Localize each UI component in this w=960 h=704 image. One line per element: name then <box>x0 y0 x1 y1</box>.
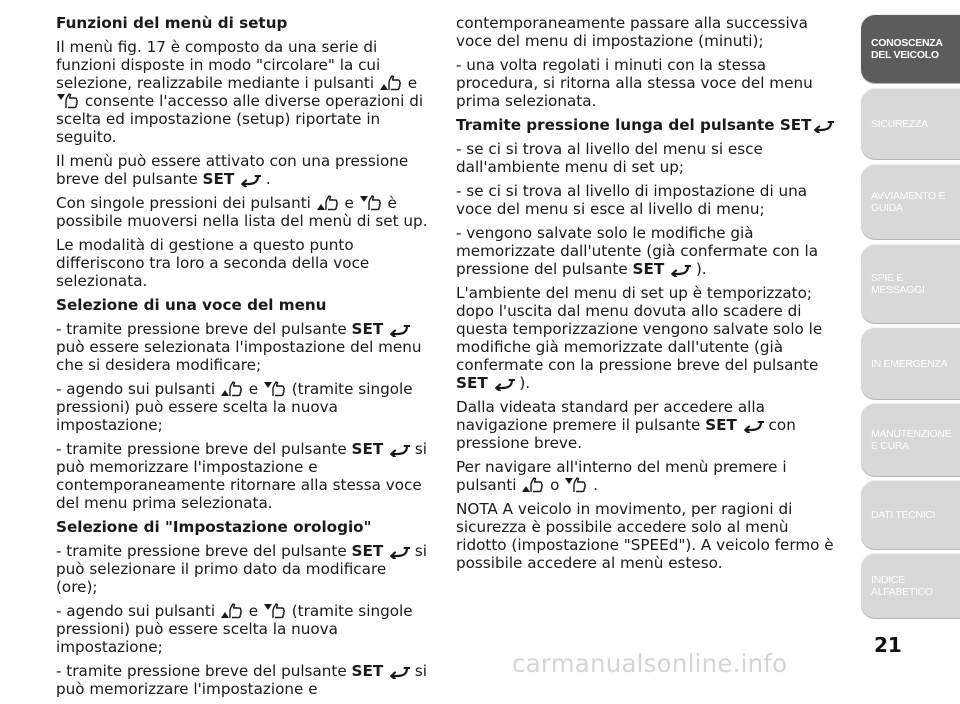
tab-avviamento-e-guida[interactable]: AVVIAMENTO E GUIDA <box>861 164 960 240</box>
heading-long-press: Tramite pressione lunga del pulsante SET <box>456 116 840 134</box>
left-column <box>56 14 428 704</box>
paragraph-menu-activation: Il menù può essere attivato con una pressione breve del pulsante SET . <box>56 152 409 188</box>
tab-conoscenza-del-veicolo[interactable]: CONOSCENZA DEL VEICOLO <box>861 14 960 84</box>
tab-indice-alfabetico[interactable]: INDICE ALFABETICO <box>861 553 960 619</box>
paragraph-timeout: L'ambiente del menu di set up è temporizzato; dopo l'uscita dal menu dovuta allo scadere di questa temporizzazione vengono salvate solo le modifiche già memorizzate dall'utente (già confermate con la pressione breve del pulsante SET ). <box>456 284 823 392</box>
set-label: SET <box>456 374 488 392</box>
set-label: SET <box>351 542 384 560</box>
paragraph-note: NOTA A veicolo in movimento, per ragioni di sicurezza è possibile accedere solo al menù ridotto (impostazione "SPEEd"). A veicolo fermo è possibile accedere al menù esteso. <box>456 500 834 572</box>
heading-setup-functions: Funzioni del menù di setup <box>56 14 288 32</box>
up-arrow-hand-icon <box>220 603 244 619</box>
down-arrow-hand-icon <box>263 381 287 397</box>
down-arrow-hand-icon <box>56 93 80 109</box>
paragraph-standard-view: Dalla videata standard per accedere alla navigazione premere il pulsante SET con pressione breve. <box>456 398 796 452</box>
paragraph-selection-step-1: - tramite pressione breve del pulsante SET può essere selezionata l'impostazione del menu che si desidera modificare; <box>56 320 422 374</box>
paragraph-selection-step-3: - tramite pressione breve del pulsante SET si può memorizzare l'impostazione e contemporaneamente ritornare alla stessa voce del menu prima selezionata. <box>56 440 428 512</box>
return-arrow-icon <box>493 377 515 391</box>
down-arrow-hand-icon <box>564 477 588 493</box>
paragraph-menu-navigation: Con singole pressioni dei pulsanti e è possibile muoversi nella lista del menù di set up. <box>56 194 428 230</box>
set-label: SET <box>351 440 384 458</box>
heading-clock-setting: Selezione di "Impostazione orologio" <box>56 518 372 536</box>
paragraph-clock-step-2: - agendo sui pulsanti e (tramite singole pressioni) può essere scelta la nuova impostazione; <box>56 602 413 656</box>
heading-menu-item-selection: Selezione di una voce del menu <box>56 296 327 314</box>
paragraph-navigate-menu: Per navigare all'interno del menù premere i pulsanti o . <box>456 458 787 494</box>
return-arrow-icon <box>388 665 410 679</box>
paragraph-long-press-3: - vengono salvate solo le modifiche già memorizzate dall'utente (già confermate con la pressione del pulsante SET ). <box>456 224 819 278</box>
set-label: SET <box>351 320 384 338</box>
up-arrow-hand-icon <box>316 195 340 211</box>
right-column <box>456 14 840 578</box>
tab-sicurezza[interactable]: SICUREZZA <box>861 88 960 160</box>
return-arrow-icon <box>742 419 764 433</box>
paragraph-selection-step-2: - agendo sui pulsanti e (tramite singole pressioni) può essere scelta la nuova impostazione; <box>56 380 413 434</box>
up-arrow-hand-icon <box>521 477 545 493</box>
page-number: 21 <box>874 633 902 657</box>
down-arrow-hand-icon <box>263 603 287 619</box>
up-arrow-hand-icon <box>220 381 244 397</box>
paragraph-long-press-2: - se ci si trova al livello di impostazione di una voce del menu si esce al livello di menu; <box>456 182 808 218</box>
return-arrow-icon <box>388 545 410 559</box>
tab-manutenzione-e-cura[interactable]: MANUTENZIONE E CURA <box>861 403 960 477</box>
paragraph-long-press-1: - se ci si trova al livello del menu si esce dall'ambiente menu di set up; <box>456 140 763 176</box>
return-arrow-icon <box>388 323 410 337</box>
watermark: carmanualsonline.info <box>512 649 788 678</box>
return-arrow-icon <box>812 119 834 133</box>
up-arrow-hand-icon <box>379 75 403 91</box>
down-arrow-hand-icon <box>359 195 383 211</box>
paragraph-clock-continued: contemporaneamente passare alla successiva voce del menu di impostazione (minuti); <box>456 14 808 50</box>
chapter-tabs <box>857 0 960 620</box>
return-arrow-icon <box>669 263 691 277</box>
paragraph-management-modes: Le modalità di gestione a questo punto differiscono tra loro a seconda della voce selezionata. <box>56 236 370 290</box>
tab-dati-tecnici[interactable]: DATI TECNICI <box>861 480 960 550</box>
set-label: SET <box>351 662 384 680</box>
return-arrow-icon <box>388 443 410 457</box>
paragraph-menu-intro: Il menù fig. 17 è composto da una serie di funzioni disposte in modo "circolare" la cui selezione, realizzabile mediante i pulsanti e consente l'accesso alle diverse operazioni di scelta ed impostazione (setup) riportate in seguito. <box>56 38 424 146</box>
return-arrow-icon <box>239 173 261 187</box>
set-label: SET <box>202 170 235 188</box>
paragraph-clock-step-3: - tramite pressione breve del pulsante SET si può memorizzare l'impostazione e <box>56 662 428 698</box>
paragraph-clock-step-1: - tramite pressione breve del pulsante SET si può selezionare il primo dato da modificare (ore); <box>56 542 428 596</box>
tab-spie-e-messaggi[interactable]: SPIE E MESSAGGI <box>861 244 960 324</box>
paragraph-minutes-return: - una volta regolati i minuti con la stessa procedura, si ritorna alla stessa voce del menu prima selezionata. <box>456 56 813 110</box>
set-label: SET <box>632 260 665 278</box>
set-label: SET <box>705 416 737 434</box>
tab-in-emergenza[interactable]: IN EMERGENZA <box>861 327 960 400</box>
